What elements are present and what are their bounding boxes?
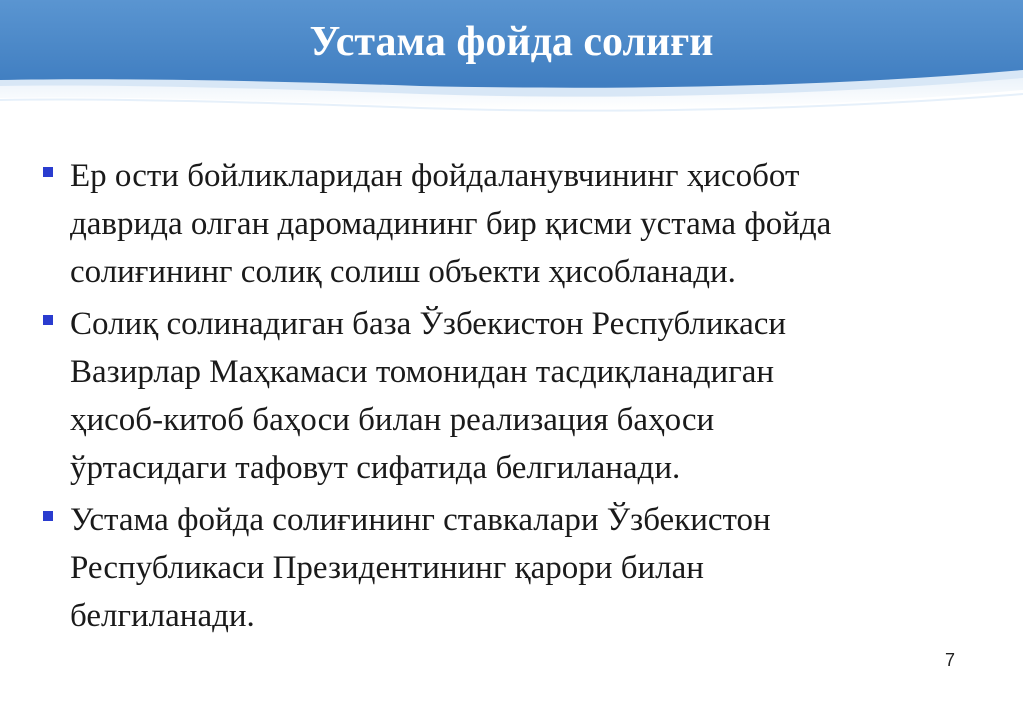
bullet-line: солиғининг солиқ солиш объекти ҳисобланади. (70, 254, 736, 290)
page-number: 7 (944, 650, 955, 670)
square-bullet-icon (43, 511, 53, 521)
bullet-item (40, 496, 1000, 640)
bullet-line: Устама фойда солиғининг ставкалари Ўзбекистон (70, 502, 771, 538)
bullet-line: Вазирлар Маҳкамаси томонидан тасдиқланадиган (70, 354, 775, 390)
bullet-line: Солиқ солинадиган база Ўзбекистон Республикаси (70, 306, 787, 342)
bullet-line: белгиланади. (70, 598, 255, 634)
bullet-line: ўртасидаги тафовут сифатида белгиланади. (70, 450, 681, 486)
bullet-line: Ер ости бойликларидан фойдаланувчининг ҳисобот (70, 158, 800, 194)
bullet-item (40, 300, 1000, 492)
square-bullet-icon (43, 315, 53, 325)
bullet-line: ҳисоб-китоб баҳоси билан реализация баҳоси (70, 402, 715, 438)
slide-header (0, 0, 1023, 130)
bullet-line: даврида олган даромадининг бир қисми устама фойда (70, 206, 832, 242)
slide-title: Устама фойда солиғи (309, 19, 714, 65)
bullet-list (40, 152, 1000, 644)
square-bullet-icon (43, 167, 53, 177)
bullet-line: Республикаси Президентининг қарори билан (70, 550, 704, 586)
bullet-item (40, 152, 1000, 296)
